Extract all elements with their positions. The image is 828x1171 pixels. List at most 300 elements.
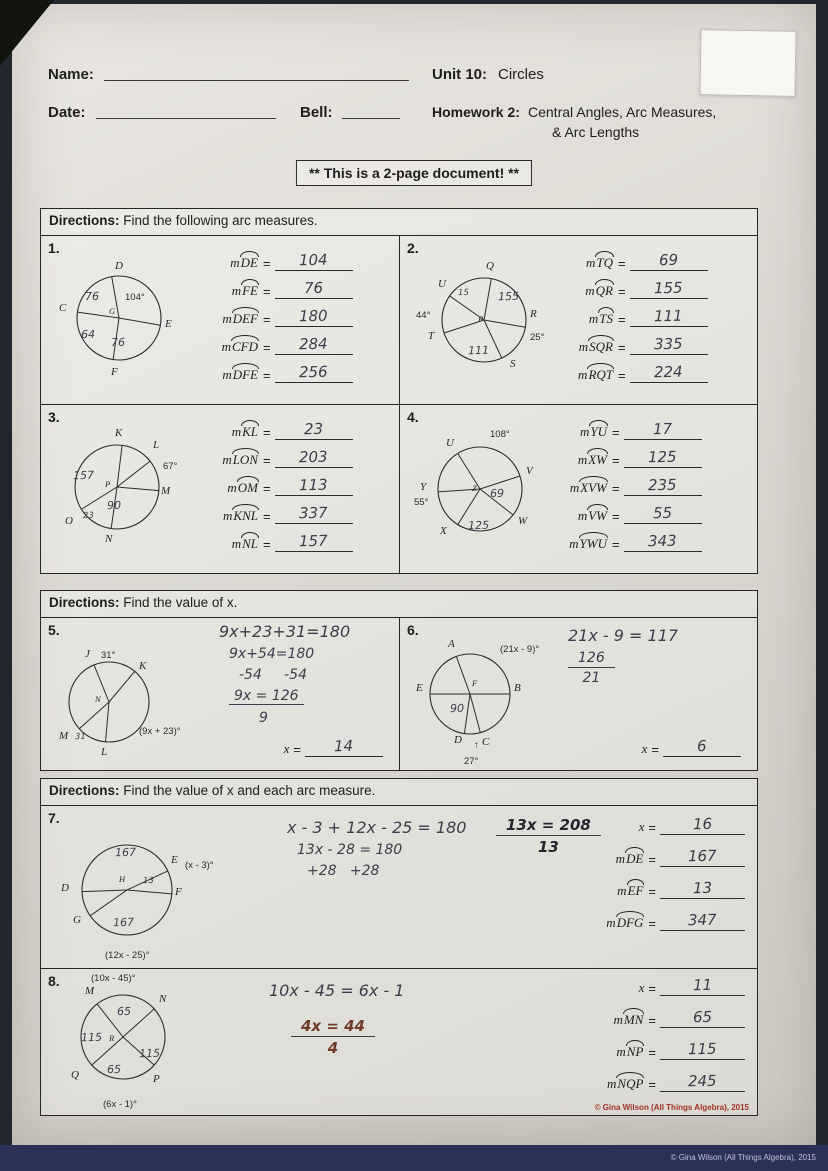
answer-blank	[305, 738, 383, 757]
answer-blank	[275, 252, 353, 271]
problem-8-work	[269, 981, 404, 1005]
figure-label: E	[171, 854, 178, 866]
photo-bottom-strip	[0, 1145, 828, 1171]
handwritten-answer: 343	[648, 531, 678, 551]
equals-sign: =	[618, 256, 626, 271]
figure-label: (6x - 1)°	[103, 1099, 137, 1110]
problem-number: 5.	[48, 622, 60, 638]
directions-label: Directions:	[49, 783, 120, 798]
figure-label: ↑	[474, 740, 479, 751]
handwritten-answer: 16	[692, 814, 713, 834]
figure-label: 69	[489, 486, 505, 501]
answer-blank	[275, 336, 353, 355]
equals-sign: =	[618, 340, 626, 355]
problem-8	[41, 968, 757, 1115]
answer-row	[568, 336, 708, 355]
handwritten-answer: 335	[654, 334, 684, 354]
homework-title-line2: & Arc Lengths	[552, 124, 640, 140]
problem-3	[41, 404, 399, 573]
answer-row	[598, 1009, 745, 1028]
section-arc-measures	[40, 208, 758, 574]
answer-row	[213, 308, 353, 327]
equals-sign: =	[618, 284, 626, 299]
handwritten-answer: 157	[299, 531, 329, 551]
answer-row	[598, 848, 745, 867]
directions-3	[41, 779, 757, 805]
problem-7	[41, 805, 757, 968]
figure-label: X	[440, 525, 447, 537]
answer-row	[213, 449, 353, 468]
figure-label: D	[115, 260, 123, 272]
figure-label: 44°	[416, 310, 431, 321]
figure-label: 15	[457, 287, 469, 299]
figure-label: 65	[106, 1062, 122, 1077]
answer-row	[598, 1073, 745, 1092]
answer-row	[213, 252, 353, 271]
answer-blank	[630, 364, 708, 383]
figure-label: F	[111, 366, 118, 378]
figure-label: 111	[467, 343, 490, 358]
figure-label: F	[472, 678, 478, 688]
handwritten-answer: 167	[687, 846, 717, 866]
figure-label: (10x - 45)°	[91, 973, 136, 984]
problem-1	[41, 235, 399, 404]
figure-label: F	[175, 886, 182, 898]
handwritten-answer: 245	[687, 1071, 717, 1091]
figure-label: L	[101, 746, 108, 758]
unit-title: Circles	[498, 66, 544, 83]
answer-blank	[624, 477, 702, 496]
figure-label: G	[73, 914, 81, 926]
figure-label: T	[428, 330, 435, 342]
handwritten-answer: 13	[692, 878, 713, 898]
work-line: 9	[259, 710, 268, 726]
arc-label: mFE	[231, 283, 258, 298]
answer-blank	[275, 308, 353, 327]
arc-label: mDE	[615, 851, 644, 866]
handwritten-answer: 235	[648, 475, 678, 495]
handwritten-answer: 17	[652, 419, 673, 439]
problem-5	[41, 617, 399, 770]
figure-label: R	[109, 1033, 115, 1043]
answer-row	[243, 738, 383, 757]
work-line: +28 +28	[307, 863, 380, 879]
problem-6-work	[568, 626, 678, 691]
arc-label: mYU	[579, 424, 607, 439]
answer-blank	[624, 421, 702, 440]
answer-blank	[660, 880, 745, 899]
figure-label: M	[59, 730, 69, 742]
equals-sign: =	[263, 368, 271, 383]
problem-2	[399, 235, 757, 404]
figure-label: 23	[82, 510, 94, 522]
arc-label: mMN	[613, 1012, 644, 1027]
arc-label: mNQP	[607, 1076, 644, 1091]
work-line: 10x - 45 = 6x - 1	[269, 981, 405, 1000]
problem-5-work	[219, 622, 350, 731]
answer-row	[213, 280, 353, 299]
figure-label: N	[95, 694, 101, 704]
answer-row	[562, 477, 702, 496]
problem-number: 6.	[407, 622, 419, 638]
arc-label: mSQR	[578, 339, 613, 354]
figure-label: 65	[116, 1004, 132, 1019]
date-label: Date:	[48, 104, 86, 121]
work-line: 21x - 9 = 117	[568, 626, 679, 645]
handwritten-answer: 23	[303, 419, 324, 439]
equals-sign: =	[263, 340, 271, 355]
answer-blank	[660, 1009, 745, 1028]
problem-6	[399, 617, 757, 770]
answer-row	[213, 421, 353, 440]
arc-label: mYWU	[569, 536, 607, 551]
problem-7-work	[287, 818, 466, 884]
figure-label: 76	[84, 289, 100, 304]
arc-label: mTS	[588, 311, 613, 326]
figure-label: U	[446, 437, 454, 449]
directions-1	[41, 209, 757, 235]
date-blank-line	[96, 104, 276, 119]
arc-label: mQR	[585, 283, 613, 298]
equals-sign: =	[648, 852, 656, 867]
blank-note-square	[699, 29, 796, 97]
figure-label: K	[115, 427, 123, 439]
figure-label: 90	[449, 701, 465, 716]
handwritten-answer: 203	[299, 447, 329, 467]
figure-label: 13	[142, 875, 154, 887]
handwritten-answer: 284	[299, 334, 329, 354]
problem-8-answers	[598, 977, 745, 1105]
section-value-of-x	[40, 590, 758, 771]
equals-sign: =	[263, 425, 271, 440]
figure-label: U	[438, 278, 446, 290]
figure-label: H	[119, 874, 126, 884]
answer-row	[213, 477, 353, 496]
answer-blank	[630, 336, 708, 355]
figure-label: J	[85, 648, 90, 660]
answer-row	[213, 505, 353, 524]
answer-row	[568, 280, 708, 299]
handwritten-answer: 111	[654, 306, 684, 326]
figure-label: 167	[112, 915, 135, 930]
arc-label: x	[283, 741, 290, 756]
equals-sign: =	[612, 481, 620, 496]
homework-title-line1: Central Angles, Arc Measures,	[528, 104, 717, 120]
figure-label: P	[105, 479, 111, 489]
answer-row	[213, 336, 353, 355]
answer-blank	[630, 280, 708, 299]
name-label: Name:	[48, 66, 94, 83]
figure-label: D	[454, 734, 462, 746]
figure-label: P	[153, 1073, 160, 1085]
answer-blank	[624, 533, 702, 552]
arc-label: mCFD	[221, 339, 258, 354]
figure-label: 55°	[414, 497, 429, 508]
directions-label: Directions:	[49, 213, 120, 228]
strip-copyright-text: © Gina Wilson (All Things Algebra), 2015	[670, 1153, 816, 1162]
handwritten-answer: 113	[299, 475, 329, 495]
arc-label: mEF	[617, 883, 644, 898]
figure-label: 157	[72, 468, 95, 483]
handwritten-answer: 69	[658, 250, 679, 270]
figure-label: E	[165, 318, 172, 330]
directions-label: Directions:	[49, 595, 120, 610]
work-line: $\frac{4x = 44}{4}$	[291, 1017, 375, 1057]
problem-3-answers	[213, 421, 353, 561]
equals-sign: =	[651, 742, 659, 757]
figure-label: M	[85, 985, 95, 997]
equals-sign: =	[612, 453, 620, 468]
bell-label: Bell:	[300, 104, 333, 121]
answer-blank	[660, 912, 745, 931]
figure-label: E	[416, 682, 423, 694]
figure-label: 31	[74, 731, 86, 743]
work-line: x - 3 + 12x - 25 = 180	[287, 818, 467, 837]
problem-1-answers	[213, 252, 353, 392]
figure-label: K	[139, 660, 147, 672]
arc-label: mDFE	[222, 367, 258, 382]
problem-2-answers	[568, 252, 708, 392]
answer-row	[213, 364, 353, 383]
equals-sign: =	[263, 453, 271, 468]
handwritten-answer: 337	[299, 503, 329, 523]
answer-blank	[660, 816, 745, 835]
problem-number: 8.	[48, 973, 60, 989]
work-line: 13x - 28 = 180	[297, 842, 403, 858]
equals-sign: =	[293, 742, 301, 757]
figure-label: L	[153, 439, 160, 451]
problem-5-figure	[51, 638, 221, 768]
handwritten-answer: 224	[654, 362, 684, 382]
answer-row	[598, 1041, 745, 1060]
problem-8-figure	[61, 973, 261, 1113]
arc-label: mLON	[222, 452, 258, 467]
figure-label: A	[448, 638, 455, 650]
answer-row	[562, 505, 702, 524]
arc-label: mRQT	[578, 367, 613, 382]
problem-number: 1.	[48, 240, 60, 256]
equals-sign: =	[648, 1045, 656, 1060]
figure-label: C	[482, 736, 490, 748]
arc-label: mXW	[577, 452, 607, 467]
work-line: -54 -54	[239, 667, 307, 683]
problem-1-figure	[53, 258, 203, 380]
problem-number: 3.	[48, 409, 60, 425]
problem-4-answers	[562, 421, 702, 561]
figure-label: 167	[114, 845, 137, 860]
equals-sign: =	[263, 509, 271, 524]
arc-label: mNL	[231, 536, 258, 551]
arc-label: mDEF	[222, 311, 258, 326]
figure-label: D	[61, 882, 69, 894]
figure-label: O	[65, 515, 73, 527]
section-x-and-arcs	[40, 778, 758, 1116]
figure-label: Y	[420, 481, 427, 493]
name-blank-line	[104, 66, 409, 81]
answer-blank	[660, 848, 745, 867]
homework-label: Homework 2:	[432, 104, 520, 120]
arc-label: x	[638, 819, 645, 834]
directions-text: Find the value of x.	[123, 595, 238, 610]
handwritten-answer: 180	[299, 306, 329, 326]
arc-label: x	[641, 741, 648, 756]
answer-blank	[624, 505, 702, 524]
equals-sign: =	[263, 537, 271, 552]
figure-label: 104°	[125, 292, 145, 303]
figure-label: W	[518, 515, 528, 527]
handwritten-answer: 11	[692, 975, 713, 995]
figure-label: (9x + 23)°	[139, 726, 181, 737]
arc-label: mTQ	[585, 255, 613, 270]
equals-sign: =	[648, 820, 656, 835]
figure-label: V	[526, 465, 533, 477]
handwritten-answer: 6	[697, 736, 707, 756]
handwritten-answer: 115	[687, 1039, 717, 1059]
equals-sign: =	[648, 981, 656, 996]
answer-blank	[275, 280, 353, 299]
directions-text: Find the following arc measures.	[123, 213, 318, 228]
problem-3-figure	[53, 427, 203, 549]
copyright-text: © Gina Wilson (All Things Algebra), 2015	[594, 1103, 749, 1112]
equals-sign: =	[263, 312, 271, 327]
figure-label: Q	[486, 260, 494, 272]
problem-8-work-result	[291, 1017, 375, 1062]
problem-number: 7.	[48, 810, 60, 826]
answer-row	[213, 533, 353, 552]
answer-blank	[663, 738, 741, 757]
figure-label: 115	[80, 1030, 103, 1045]
arc-label: mVW	[577, 508, 607, 523]
answer-row	[598, 880, 745, 899]
figure-label: G	[109, 306, 116, 316]
work-line: $\frac{13x = 208}{13}$	[496, 816, 601, 856]
figure-label: M	[161, 485, 171, 497]
problem-4	[399, 404, 757, 573]
answer-row	[568, 364, 708, 383]
figure-label: 67°	[163, 461, 178, 472]
arc-label: mDE	[230, 255, 258, 270]
handwritten-answer: 65	[692, 1007, 713, 1027]
handwritten-answer: 256	[299, 362, 329, 382]
handwritten-answer: 104	[299, 250, 329, 270]
arc-label: mXVW	[569, 480, 607, 495]
handwritten-answer: 125	[648, 447, 678, 467]
answer-blank	[630, 308, 708, 327]
problem-7-figure	[57, 824, 272, 964]
answer-blank	[275, 421, 353, 440]
answer-row	[568, 252, 708, 271]
figure-label: Q	[71, 1069, 79, 1081]
problem-2-figure	[416, 260, 566, 382]
figure-label: N	[159, 993, 167, 1005]
figure-label: 90	[106, 498, 122, 513]
answer-blank	[275, 449, 353, 468]
handwritten-answer: 155	[654, 278, 684, 298]
arc-label: mKNL	[223, 508, 258, 523]
figure-label: N	[105, 533, 113, 545]
arc-label: mOM	[227, 480, 258, 495]
problem-number: 4.	[407, 409, 419, 425]
equals-sign: =	[648, 884, 656, 899]
work-line: 9x = 126	[229, 688, 304, 705]
answer-blank	[660, 1041, 745, 1060]
directions-2	[41, 591, 757, 617]
answer-blank	[275, 477, 353, 496]
figure-label: 108°	[490, 429, 510, 440]
arc-label: x	[638, 980, 645, 995]
figure-label: 115	[138, 1046, 161, 1061]
answer-row	[562, 533, 702, 552]
answer-blank	[630, 252, 708, 271]
figure-label: 76	[110, 335, 126, 350]
answer-blank	[275, 364, 353, 383]
answer-blank	[275, 533, 353, 552]
answer-row	[562, 449, 702, 468]
work-line: 9x+23+31=180	[219, 622, 351, 641]
figure-label: R	[530, 308, 537, 320]
answer-blank	[660, 977, 745, 996]
figure-label: 64	[80, 327, 96, 342]
arc-label: mKL	[231, 424, 258, 439]
figure-label: C	[59, 302, 67, 314]
handwritten-answer: 55	[652, 503, 673, 523]
arc-label: mDFG	[606, 915, 644, 930]
bell-blank-line	[342, 104, 400, 119]
equals-sign: =	[648, 916, 656, 931]
equals-sign: =	[618, 368, 626, 383]
equals-sign: =	[612, 509, 620, 524]
handwritten-answer: 76	[303, 278, 324, 298]
answer-row	[598, 977, 745, 996]
worksheet-page	[12, 4, 816, 1145]
answer-row	[568, 308, 708, 327]
answer-blank	[275, 505, 353, 524]
figure-label: (21x - 9)°	[500, 644, 540, 655]
problem-7-answers	[598, 816, 745, 944]
two-page-notice: ** This is a 2-page document! **	[296, 160, 532, 186]
figure-label: 155	[497, 289, 520, 304]
problem-6-x-answer	[601, 738, 741, 766]
figure-label: (x - 3)°	[185, 860, 214, 871]
equals-sign: =	[648, 1013, 656, 1028]
equals-sign: =	[612, 425, 620, 440]
figure-label: P	[478, 314, 484, 324]
answer-row	[598, 912, 745, 931]
problem-5-x-answer	[243, 738, 383, 766]
equals-sign: =	[618, 312, 626, 327]
figure-label: B	[514, 682, 521, 694]
figure-label: Z	[472, 483, 477, 493]
work-line: $\frac{126}{21}$	[568, 650, 615, 686]
figure-label: 25°	[530, 332, 545, 343]
figure-label: S	[510, 358, 516, 370]
unit-label: Unit 10:	[432, 66, 488, 83]
answer-blank	[660, 1073, 745, 1092]
equals-sign: =	[263, 256, 271, 271]
arc-label: mNP	[616, 1044, 644, 1059]
equals-sign: =	[648, 1077, 656, 1092]
equals-sign: =	[612, 537, 620, 552]
answer-row	[562, 421, 702, 440]
equals-sign: =	[263, 481, 271, 496]
figure-label: (12x - 25)°	[105, 950, 150, 961]
figure-label: 27°	[464, 756, 479, 767]
handwritten-answer: 14	[334, 736, 354, 756]
work-line: 9x+54=180	[229, 646, 315, 662]
equals-sign: =	[263, 284, 271, 299]
answer-row	[601, 738, 741, 757]
figure-label: 125	[467, 518, 490, 533]
